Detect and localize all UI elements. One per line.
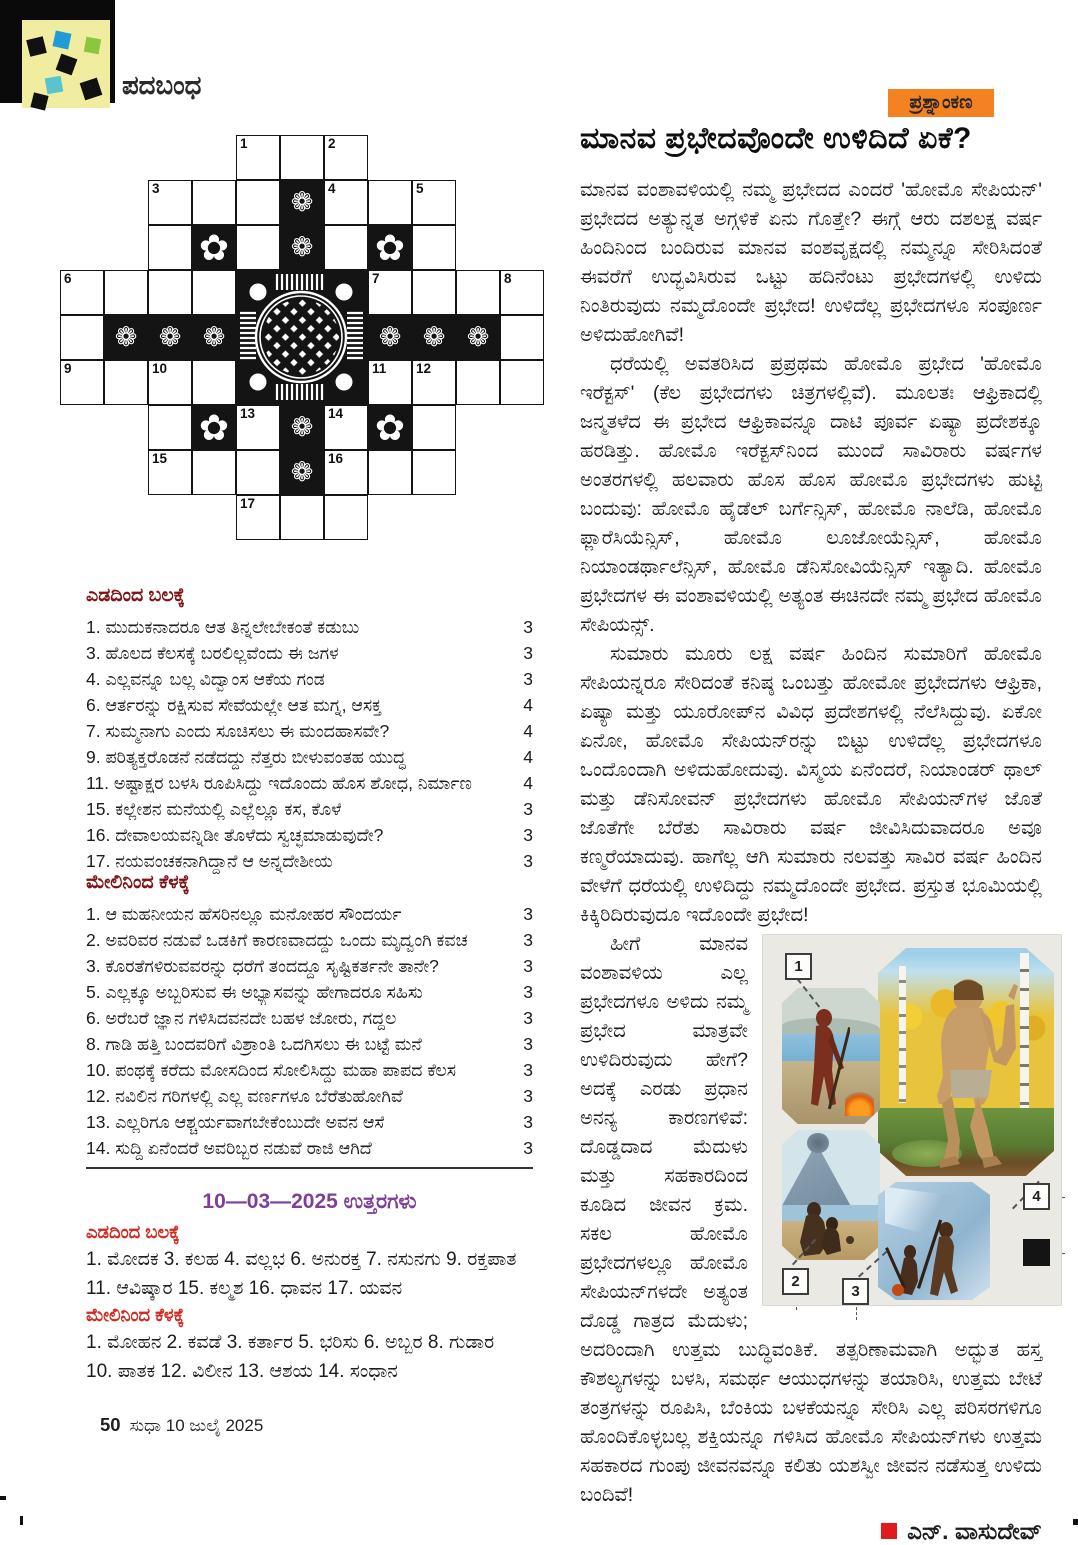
crossword-cell: [456, 360, 500, 405]
crossword-cell: 5: [412, 180, 456, 225]
crossword-central-ornament: [236, 270, 368, 405]
crossword-cell: [368, 225, 412, 270]
figure-panel-volcano: [782, 1130, 880, 1260]
crossword-cell: 10: [148, 360, 192, 405]
article-paragraph: ಧರೆಯಲ್ಲಿ ಅವತರಿಸಿದ ಪ್ರಪ್ರಥಮ ಹೋಮೊ ಪ್ರಭೇದ 'ಹೋಮೊ ಇರೆಕ್ಟಸ್' (ಕೆಲ ಪ್ರಭೇದಗಳು ಚಿತ್ರಗಳಲ್ಲಿವೆ). ಮೂಲತಃ ಆಫ್ರಿಕಾದಲ್ಲಿ ಜನ್ಮತಳೆದ ಈ ಪ್ರಭೇದ ಆಫ್ರಿಕಾವನ್ನೂ ದಾಟಿ ಪೂರ್ವ ಏಷ್ಯಾ ಪ್ರದೇಶಕ್ಕೂ ಹರಡಿತ್ತು. ಹೋಮೊ ಇರೆಕ್ಟಸ್‌ನಿಂದ ಮುಂದೆ ಸಾವಿರಾರು ವರ್ಷಗಳ ಅಂತರಗಳಲ್ಲಿ ಹಲವಾರು ಹೊಸ ಹೊಸ ಹೋಮೊ ಪ್ರಭೇದಗಳು ಹುಟ್ಟಿ ಬಂದುವು: ಹೋಮೊ ಹೈಡೆಲ್ ಬರ್ಗೆನ್ಸಿಸ್, ಹೋಮೊ ನಾಲೆಡಿ, ಹೋಮೊ ಫ್ಲಾರೆಸಿಯೆನ್ಸಿಸ್, ಹೋಮೊ ಲೂಜೋಯೆನ್ಸಿಸ್, ಹೋಮೊ ನಿಯಾಂಡರ್ಥಾಲೆನ್ಸಿಸ್, ಹೋಮೊ ಡೆನಿಸೋವಿಯೆನ್ಸಿಸ್ ಇತ್ಯಾದಿ. ಹೋಮೊ ಪ್ರಭೇದಗಳ ಈ ವಂಶಾವಳಿಯಲ್ಲಿ ಅತ್ಯಂತ ಈಚಿನದೇ ನಮ್ಮ ಪ್ರಭೇದ ಹೋಮೊ ಸೇಪಿಯನ್ಸ್.: [580, 353, 1042, 636]
crossword-cell: [280, 450, 324, 495]
small-flower-icon: ❁: [422, 322, 446, 352]
article-body: [580, 176, 1042, 1545]
small-flower-icon: ❁: [290, 232, 314, 262]
crossword-cell: [500, 360, 544, 405]
small-flower-icon: ❁: [378, 322, 402, 352]
crossword-cell: [236, 450, 280, 495]
page-number: 50: [100, 1414, 121, 1435]
neanderthal-figure-icon: [912, 974, 1022, 1170]
crossword-cell: 3: [148, 180, 192, 225]
crossword-cell: 6: [60, 270, 104, 315]
crossword-cell: [104, 360, 148, 405]
crossword-cell: [148, 270, 192, 315]
clue-item: 8. ಗಾಡಿ ಹತ್ತಿ ಬಂದವರಿಗೆ ವಿಶ್ರಾಂತಿ ಒದಗಿಸಲು ಈ ಬಟ್ಟೆ ಮನೆ 3: [86, 1034, 533, 1054]
clue-item: 16. ದೇವಾಲಯವನ್ನಿಡೀ ತೊಳೆದು ಸ್ವಚ್ಛಮಾಡುವುದೇ? 3: [86, 825, 533, 845]
crossword-cell: [324, 225, 368, 270]
crossword-cell: [412, 405, 456, 450]
logo-tile-icon: [22, 20, 110, 108]
down-heading: ಮೇಲಿನಿಂದ ಕೆಳಕ್ಕೆ: [86, 872, 190, 893]
crossword-cell: [192, 360, 236, 405]
small-flower-icon: ❁: [114, 322, 138, 352]
crossword-cell: [104, 315, 148, 360]
crossword-cell: [368, 315, 412, 360]
crossword-cell: [456, 270, 500, 315]
answers-across-heading: ಎಡದಿಂದ ಬಲಕ್ಕೆ: [86, 1222, 180, 1242]
crossword-cell: 8: [500, 270, 544, 315]
answers-down-heading: ಮೇಲಿನಿಂದ ಕೆಳಕ್ಕೆ: [86, 1305, 185, 1325]
clue-item: 3. ಹೊಲದ ಕೆಲಸಕ್ಕೆ ಬರಲಿಲ್ಲವೆಂದು ಈ ಜಗಳ 3: [86, 643, 533, 663]
registration-mark: [1073, 1519, 1078, 1525]
figure-black-square-marker: [1023, 1239, 1050, 1266]
clue-item: 15. ಕಲ್ಲೇಶನ ಮನೆಯಲ್ಲಿ ಎಲ್ಲೆಲ್ಲೂ ಕಸ, ಕೊಳೆ 3: [86, 799, 533, 819]
crossword-cell: [368, 180, 412, 225]
crossword-cell: [236, 180, 280, 225]
crossword-cell: [368, 450, 412, 495]
crossword-cell: 7: [368, 270, 412, 315]
across-clues-section: [86, 585, 533, 874]
clue-item: 3. ಕೊರತೆಗಳಿರುವವರನ್ನು ಧರೆಗೆ ತಂದದ್ದೂ ಸೃಷ್ಟಿಕರ್ತನೇ ತಾನೇ? 3: [86, 956, 533, 976]
answers-section: [86, 1190, 533, 1386]
small-flower-icon: ❁: [290, 412, 314, 442]
crossword-cell: [412, 315, 456, 360]
crossword-cell: [192, 225, 236, 270]
crossword-cell: [280, 225, 324, 270]
figure-callout-3: 3: [842, 1278, 869, 1305]
large-flower-icon: ✿: [198, 226, 230, 268]
issue-date: 10 ಜುಲೈ 2025: [165, 1416, 264, 1435]
crossword-cell: [456, 315, 500, 360]
crossword-cell: 13: [236, 405, 280, 450]
magazine-name: ಸುಧಾ: [129, 1416, 161, 1435]
clue-item: 1. ಮುದುಕನಾದರೂ ಆತ ತಿನ್ನಲೇಬೇಕಂತೆ ಕಡುಬು 3: [86, 617, 533, 637]
clue-item: 13. ಎಲ್ಲರಿಗೂ ಆಶ್ಚರ್ಯವಾಗಬೇಕೆಂಬುದೇ ಅವನ ಆಸೆ 3: [86, 1112, 533, 1132]
padabandha-logo: [0, 0, 115, 103]
crossword-cell: [500, 315, 544, 360]
crossword-cell: [192, 315, 236, 360]
answers-title: 10—03—2025 ಉತ್ತರಗಳು: [202, 1190, 417, 1213]
across-heading: ಎಡದಿಂದ ಬಲಕ್ಕೆ: [86, 585, 185, 606]
crossword-cell: [412, 225, 456, 270]
figure-panel-lakeside: [782, 988, 880, 1124]
page-footer: [100, 1414, 263, 1436]
large-flower-icon: ✿: [374, 406, 406, 448]
early-humans-figure: [762, 934, 1062, 1306]
article-paragraph: ಮಾನವ ವಂಶಾವಳಿಯಲ್ಲಿ ನಮ್ಮ ಪ್ರಭೇದದ ಎಂದರೆ 'ಹೋಮೊ ಸೇಪಿಯನ್' ಪ್ರಭೇದದ ಅತ್ಯುನ್ನತ ಅಗ್ಗಳಿಕೆ ಏನು ಗೊತ್ತೇ? ಈಗ್ಗೆ ಆರು ದಶಲಕ್ಷ ವರ್ಷ ಹಿಂದಿನಿಂದ ಬಂದಿರುವ ಮಾನವ ವಂಶವೃಕ್ಷದಲ್ಲಿ ನಮ್ಮನ್ನೂ ಸೇರಿಸಿದಂತೆ ಈವರೆಗೆ ಉದ್ಭವಿಸಿರುವ ಒಟ್ಟು ಹದಿನೆಂಟು ಪ್ರಭೇದಗಳಲ್ಲಿ ಉಳಿದು ನಿಂತಿರುವುದು ನಮ್ಮದೊಂದೇ ಪ್ರಭೇದ! ಉಳಿದೆಲ್ಲ ಪ್ರಭೇದಗಳೂ ಸಂಪೂರ್ಣ ಅಳಿದುಹೋಗಿವೆ!: [580, 179, 1042, 346]
clue-item: 4. ಎಲ್ಲವನ್ನೂ ಬಲ್ಲ ವಿದ್ವಾಂಸ ಆಕೆಯ ಗಂಡ 3: [86, 669, 533, 689]
answers-line: 1. ಮೋಹನ 2. ಕವಡೆ 3. ಕರ್ತಾರ 5. ಭರಿಸು 6. ಅಬ್ಬರ 8. ಗುಡಾರ: [86, 1332, 495, 1353]
clue-item: 2. ಅವರಿವರ ನಡುವೆ ಒಡಕಿಗೆ ಕಾರಣವಾದದ್ದು ಒಂದು ಮೃದ್ವಂಗಿ ಕವಚ 3: [86, 930, 533, 950]
hunter-figures-icon: [884, 1216, 984, 1300]
erectus-figure-icon: [794, 1008, 850, 1116]
figure-panel-hunters: [878, 1182, 990, 1300]
crossword-cell: [236, 225, 280, 270]
crossword-cell: 17: [236, 495, 280, 540]
byline-red-square-icon: [881, 1523, 897, 1539]
crossword-cell: 15: [148, 450, 192, 495]
clue-item: 12. ನವಿಲಿನ ಗರಿಗಳಲ್ಲಿ ಎಲ್ಲ ವರ್ಣಗಳೂ ಬೆರೆತುಹೋಗಿವೆ 3: [86, 1086, 533, 1106]
crossword-cell: [148, 315, 192, 360]
small-flower-icon: ❁: [290, 187, 314, 217]
crossword-cell: 9: [60, 360, 104, 405]
crossword-cell: 1: [236, 135, 280, 180]
crossword-cell: [148, 405, 192, 450]
registration-mark: [0, 1496, 6, 1500]
crossword-cell: [192, 405, 236, 450]
crossword-cell: [412, 270, 456, 315]
large-flower-icon: ✿: [374, 226, 406, 268]
crossword-cell: 2: [324, 135, 368, 180]
clue-item: 11. ಅಷ್ಟಾಕ್ಷರ ಬಳಸಿ ರೂಪಿಸಿದ್ದು ಇದೊಂದು ಹೊಸ ಶೋಧ, ನಿರ್ಮಾಣ 4: [86, 773, 533, 793]
article-paragraph: ಸುಮಾರು ಮೂರು ಲಕ್ಷ ವರ್ಷ ಹಿಂದಿನ ಸುಮಾರಿಗೆ ಹೋಮೊ ಸೇಪಿಯನ್ನರೂ ಸೇರಿದಂತೆ ಕನಿಷ್ಠ ಒಂಬತ್ತು ಹೋಮೋ ಪ್ರಭೇದಗಳು ಆಫ್ರಿಕಾ, ಏಷ್ಯಾ ಮತ್ತು ಯೂರೋಪ್‌ನ ವಿವಿಧ ಪ್ರದೇಶಗಳಲ್ಲಿ ನೆಲೆಸಿದ್ದುವು. ಏಕೋ ಏನೋ, ಹೋಮೊ ಸೇಪಿಯನ್‌ರನ್ನು ಬಿಟ್ಟು ಉಳಿದೆಲ್ಲ ಪ್ರಭೇದಗಳೂ ಒಂದೊಂದಾಗಿ ಅಳಿದುಹೋದುವು. ವಿಸ್ಮಯ ಏನೆಂದರೆ, ನಿಯಾಂಡರ್ ಥಾಲ್ ಮತ್ತು ಡೆನಿಸೋವನ್ ಪ್ರಭೇದಗಳು ಹೋಮೊ ಸೇಪಿಯನ್‌ಗಳ ಜೊತೆ ಜೊತೆಗೇ ಬೆರೆತು ಸಾವಿರಾರು ವರ್ಷ ಜೀವಿಸಿದುವಾದರೂ ಅವೂ ಕಣ್ಮರೆಯಾದುವು. ಹಾಗೆಲ್ಲ ಆಗಿ ಸುಮಾರು ನಲವತ್ತು ಸಾವಿರ ವರ್ಷ ಹಿಂದಿನ ವೇಳೆಗೆ ಧರೆಯಲ್ಲಿ ಉಳಿದಿದ್ದು ನಮ್ಮದೊಂದೇ ಪ್ರಭೇದ. ಪ್ರಸ್ತುತ ಭೂಮಿಯಲ್ಲಿ ಕಿಕ್ಕಿರಿದಿರುವುದೂ ಇದೊಂದೇ ಪ್ರಭೇದ!: [580, 643, 1042, 926]
crossword-cell: [192, 270, 236, 315]
figure-callout-4: 4: [1023, 1183, 1050, 1210]
clue-item: 7. ಸುಮ್ಮನಾಗು ಎಂದು ಸೂಚಿಸಲು ಈ ಮಂದಹಾಸವೇ? 4: [86, 721, 533, 741]
crossword-cell: [148, 225, 192, 270]
crossword-cell: 4: [324, 180, 368, 225]
large-flower-icon: ✿: [198, 406, 230, 448]
figure-callout-2: 2: [782, 1268, 809, 1295]
clue-item: 17. ನಯವಂಚಕನಾಗಿದ್ದಾನೆ ಆ ಅನ್ನದೇಶೀಯ 3: [86, 851, 533, 871]
crossword-cell: [192, 450, 236, 495]
answers-line: 11. ಆವಿಷ್ಕಾರ 15. ಕಲ್ಮಶ 16. ಧಾವನ 17. ಯವನ: [86, 1278, 403, 1299]
figure-panel-neanderthal: [878, 948, 1054, 1176]
registration-mark: [20, 1516, 23, 1525]
down-clue-list: [86, 901, 533, 1161]
answers-across-lines: [86, 1245, 533, 1303]
clue-item: 6. ಆರ್ತರನ್ನು ರಕ್ಷಿಸುವ ಸೇವೆಯಲ್ಲೇ ಆತ ಮಗ್ನ, ಆಸಕ್ತ 4: [86, 695, 533, 715]
answers-line: 10. ಪಾತಕ 12. ವಿಲೀನ 13. ಆಶಯ 14. ಸಂಧಾನ: [86, 1361, 398, 1382]
crossword-cell: 12: [412, 360, 456, 405]
crossword-cell: [280, 135, 324, 180]
crossword-cell: [192, 180, 236, 225]
clue-item: 9. ಪರಿತ್ಯಕ್ತರೊಡನೆ ನಡೆದದ್ದು ನೆತ್ತರು ಬೀಳುವಂತಹ ಯುದ್ಧ 4: [86, 747, 533, 767]
clue-item: 14. ಸುದ್ದಿ ಏನೆಂದರೆ ಅವರಿಬ್ಬರ ನಡುವೆ ರಾಜಿ ಆಗಿದೆ 3: [86, 1138, 533, 1158]
byline-author: ಎನ್. ವಾಸುದೇವ್: [907, 1518, 1042, 1544]
answers-line: 1. ಮೋದಕ 3. ಕಲಹ 4. ವಲ್ಲಭ 6. ಅನುರಕ್ತ 7. ನಸುನಗು 9. ರಕ್ತಪಾತ: [86, 1249, 517, 1270]
across-clue-list: [86, 614, 533, 874]
section-title-padabandha: ಪದಬಂಧ: [122, 70, 202, 100]
crouching-figures-icon: [792, 1196, 862, 1258]
crossword-cell: [280, 405, 324, 450]
small-flower-icon: ❁: [158, 322, 182, 352]
crossword-cell: 11: [368, 360, 412, 405]
crossword-cell: [412, 450, 456, 495]
article-paragraph: ಹೀಗೆ ಮಾನವ ವಂಶಾವಳಿಯ ಎಲ್ಲ ಪ್ರಭೇದಗಳೂ ಅಳಿದು ನಮ್ಮ ಪ್ರಭೇದ ಮಾತ್ರವೇ ಉಳಿದಿರುವುದು ಹೇಗೆ? ಅದಕ್ಕೆ ಎರಡು ಪ್ರಧಾನ ಅನನ್ಯ ಕಾರಣಗಳಿವೆ: ದೊಡ್ಡದಾದ ಮೆದುಳು ಮತ್ತು ಸಹಕಾರದಿಂದ ಕೂಡಿದ ಜೀವನ ಕ್ರಮ. ಸಕಲ ಹೋಮೊ ಪ್ರಭೇದಗಳಲ್ಲೂ ಹೋಮೊ ಸೇಪಿಯನ್‌ಗಳದೇ ಅತ್ಯಂತ ದೊಡ್ಡ ಗಾತ್ರದ ಮೆದುಳು; ಅದರಿಂದಾಗಿ ಉತ್ತಮ ಬುದ್ಧಿವಂತಿಕೆ. ತತ್ಪರಿಣಾಮವಾಗಿ ಅದ್ಭುತ ಹಸ್ತ ಕೌಶಲ್ಯಗಳನ್ನು ಬಳಸಿ, ಸಮರ್ಥ ಆಯುಧಗಳನ್ನು ತಯಾರಿಸಿ, ಉತ್ತಮ ಬೇಟೆ ತಂತ್ರಗಳನ್ನು ರೂಪಿಸಿ, ಬೆಂಕಿಯ ಬಳಕೆಯನ್ನೂ ಸೇರಿಸಿ ಎಲ್ಲ ಪರಿಸರಗಳಿಗೂ ಹೊಂದಿಕೊಳ್ಳಬಲ್ಲ ಶಕ್ತಿಯನ್ನೂ ಗಳಿಸಿದ ಹೋಮೊ ಸೇಪಿಯನ್‌ಗಳು ಉತ್ತಮ ಸಹಕಾರದ ಗುಂಪು ಜೀವನವನ್ನೂ ಕಲಿತು ಯಶಸ್ವೀ ಜೀವನ ನಡೆಸುತ್ತ ಉಳಿದು ಬಂದಿವೆ!: [580, 933, 1042, 1506]
crossword-cell: 14: [324, 405, 368, 450]
crossword-cell: 16: [324, 450, 368, 495]
crossword-cell: [280, 180, 324, 225]
crossword-cell: [104, 270, 148, 315]
small-flower-icon: ❁: [290, 457, 314, 487]
small-flower-icon: ❁: [202, 322, 226, 352]
crossword-grid: [60, 135, 546, 542]
article-title: ಮಾನವ ಪ್ರಭೇದವೊಂದೇ ಉಳಿದಿದೆ ಏಕೆ?: [580, 122, 972, 155]
answers-down-lines: [86, 1328, 533, 1386]
crossword-cell: [60, 315, 104, 360]
question-column-badge: ಪ್ರಶ್ನಾಂಕಣ: [888, 89, 994, 117]
figure-callout-1: 1: [785, 953, 812, 980]
answers-divider-rule: [86, 1167, 533, 1169]
crossword-cell: [324, 495, 368, 540]
clue-item: 6. ಅರೆಬರೆ ಜ್ಞಾನ ಗಳಿಸಿದವನದೇ ಬಹಳ ಜೋರು, ಗದ್ದಲ 3: [86, 1008, 533, 1028]
small-flower-icon: ❁: [466, 322, 490, 352]
byline: [580, 1518, 1042, 1545]
clue-item: 1. ಆ ಮಹನೀಯನ ಹೆಸರಿನಲ್ಲೂ ಮನೋಹರ ಸೌಂದರ್ಯ 3: [86, 904, 533, 924]
crossword-cell: [368, 405, 412, 450]
down-clues-section: [86, 872, 533, 1161]
crossword-cell: [280, 495, 324, 540]
clue-item: 10. ಪಂಥಕ್ಕೆ ಕರೆದು ಮೋಸದಿಂದ ಸೋಲಿಸಿದ್ದು ಮಹಾ ಪಾಪದ ಕೆಲಸ 3: [86, 1060, 533, 1080]
clue-item: 5. ಎಲ್ಲಕ್ಕೂ ಅಬ್ಬರಿಸುವ ಈ ಅಭ್ಯಾಸವನ್ನು ಹೇಗಾದರೂ ಸಹಿಸು 3: [86, 982, 533, 1002]
